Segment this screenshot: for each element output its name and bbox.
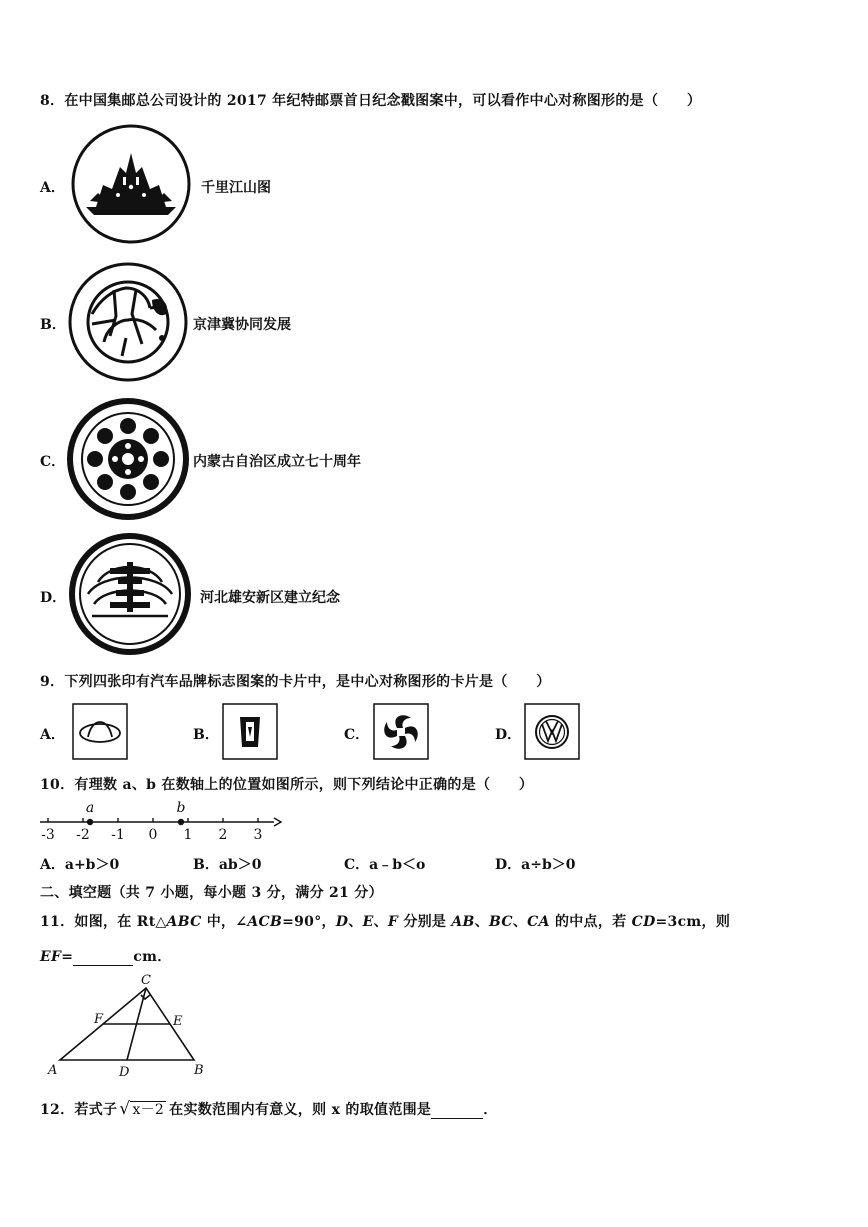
q8-number: 8．: [40, 93, 65, 109]
q8-option-d-label: D．: [40, 590, 67, 606]
q12-number: 12．: [40, 1102, 75, 1118]
triangle-figure: [42, 968, 210, 1080]
label-f: F: [94, 1012, 104, 1027]
q10-stem: [40, 774, 533, 794]
axis-point-label-b: b: [176, 800, 186, 816]
axis-arrow: [274, 818, 281, 826]
label-c: C: [141, 973, 151, 988]
label-a: A: [48, 1063, 58, 1078]
section-heading: 二、填空题（共 7 小题，每小题 3 分，满分 21 分）: [40, 885, 383, 901]
stamp-c-image: [66, 396, 192, 522]
q9-option-b-label: B．: [193, 727, 219, 743]
q11-answer-blank[interactable]: [73, 951, 133, 966]
axis-tick-label: 0: [148, 827, 158, 843]
q12-answer-blank[interactable]: [431, 1104, 483, 1119]
sqrt-expression: √ x－2: [119, 1099, 165, 1119]
q11-number: 11．: [40, 914, 75, 930]
q8-stem: [40, 90, 701, 110]
axis-tick-label: -2: [76, 827, 90, 843]
q8-option-c-caption: 内蒙古自治区成立七十周年: [193, 454, 361, 470]
q8-option-b-caption: 京津冀协同发展: [193, 317, 291, 333]
card-d-image: [524, 703, 580, 760]
q9-option-c-label: C．: [344, 727, 370, 743]
q8-option-a-label: A．: [40, 180, 65, 196]
q8-text: 在中国集邮总公司设计的 2017 年纪特邮票首日纪念戳图案中，可以看作中心对称图形的是（ ）: [64, 93, 702, 109]
label-b: B: [194, 1063, 204, 1078]
q10-option-d: D．a÷b＞0: [495, 857, 576, 873]
axis-point-label-a: a: [85, 800, 95, 816]
q12-stem: 12．若式子 √ x－2 在实数范围内有意义，则 x 的取值范围是 ．: [40, 1099, 498, 1119]
number-line: [36, 798, 282, 844]
q10-option-c: C．a﹣b＜o: [344, 857, 426, 873]
q8-option-a-caption: 千里江山图: [201, 180, 271, 196]
card-c-image: [373, 703, 429, 760]
axis-point-b: [178, 819, 184, 825]
axis-tick-label: 1: [183, 827, 193, 843]
q10-option-a: A．a+b＞0: [40, 857, 120, 873]
card-a-image: [72, 703, 128, 760]
label-e: E: [173, 1014, 183, 1029]
card-b-image: [222, 703, 278, 760]
stamp-a-image: [68, 123, 198, 247]
axis-tick-label: -3: [41, 827, 55, 843]
q9-option-a-label: A．: [40, 727, 65, 743]
q10-number: 10．: [40, 777, 75, 793]
axis-tick-label: -1: [111, 827, 125, 843]
q10-option-b: B．ab＞0: [193, 857, 262, 873]
q9-stem: [40, 671, 551, 691]
q11-stem-line1: 11．如图，在 Rt△ABC 中，∠ACB=90°，D、E、F 分别是 AB、BC、CA 的中点，若 CD=3cm，则: [40, 914, 731, 930]
q11-stem-line2: EF= cm．: [40, 949, 172, 965]
axis-tick-label: 3: [253, 827, 263, 843]
axis-tick-label: 2: [218, 827, 228, 843]
stamp-b-image: [66, 260, 190, 384]
label-d: D: [119, 1065, 130, 1080]
stamp-d-image: [66, 532, 198, 658]
axis-point-a: [87, 819, 93, 825]
q10-text: 有理数 a、b 在数轴上的位置如图所示，则下列结论中正确的是（ ）: [74, 777, 534, 793]
q8-option-b-label: B．: [40, 317, 66, 333]
q8-option-d-caption: 河北雄安新区建立纪念: [200, 590, 340, 606]
q9-option-d-label: D．: [495, 727, 522, 743]
q9-text: 下列四张印有汽车品牌标志图案的卡片中，是中心对称图形的卡片是（ ）: [64, 674, 551, 690]
q8-option-c-label: C．: [40, 454, 66, 470]
q9-number: 9．: [40, 674, 65, 690]
